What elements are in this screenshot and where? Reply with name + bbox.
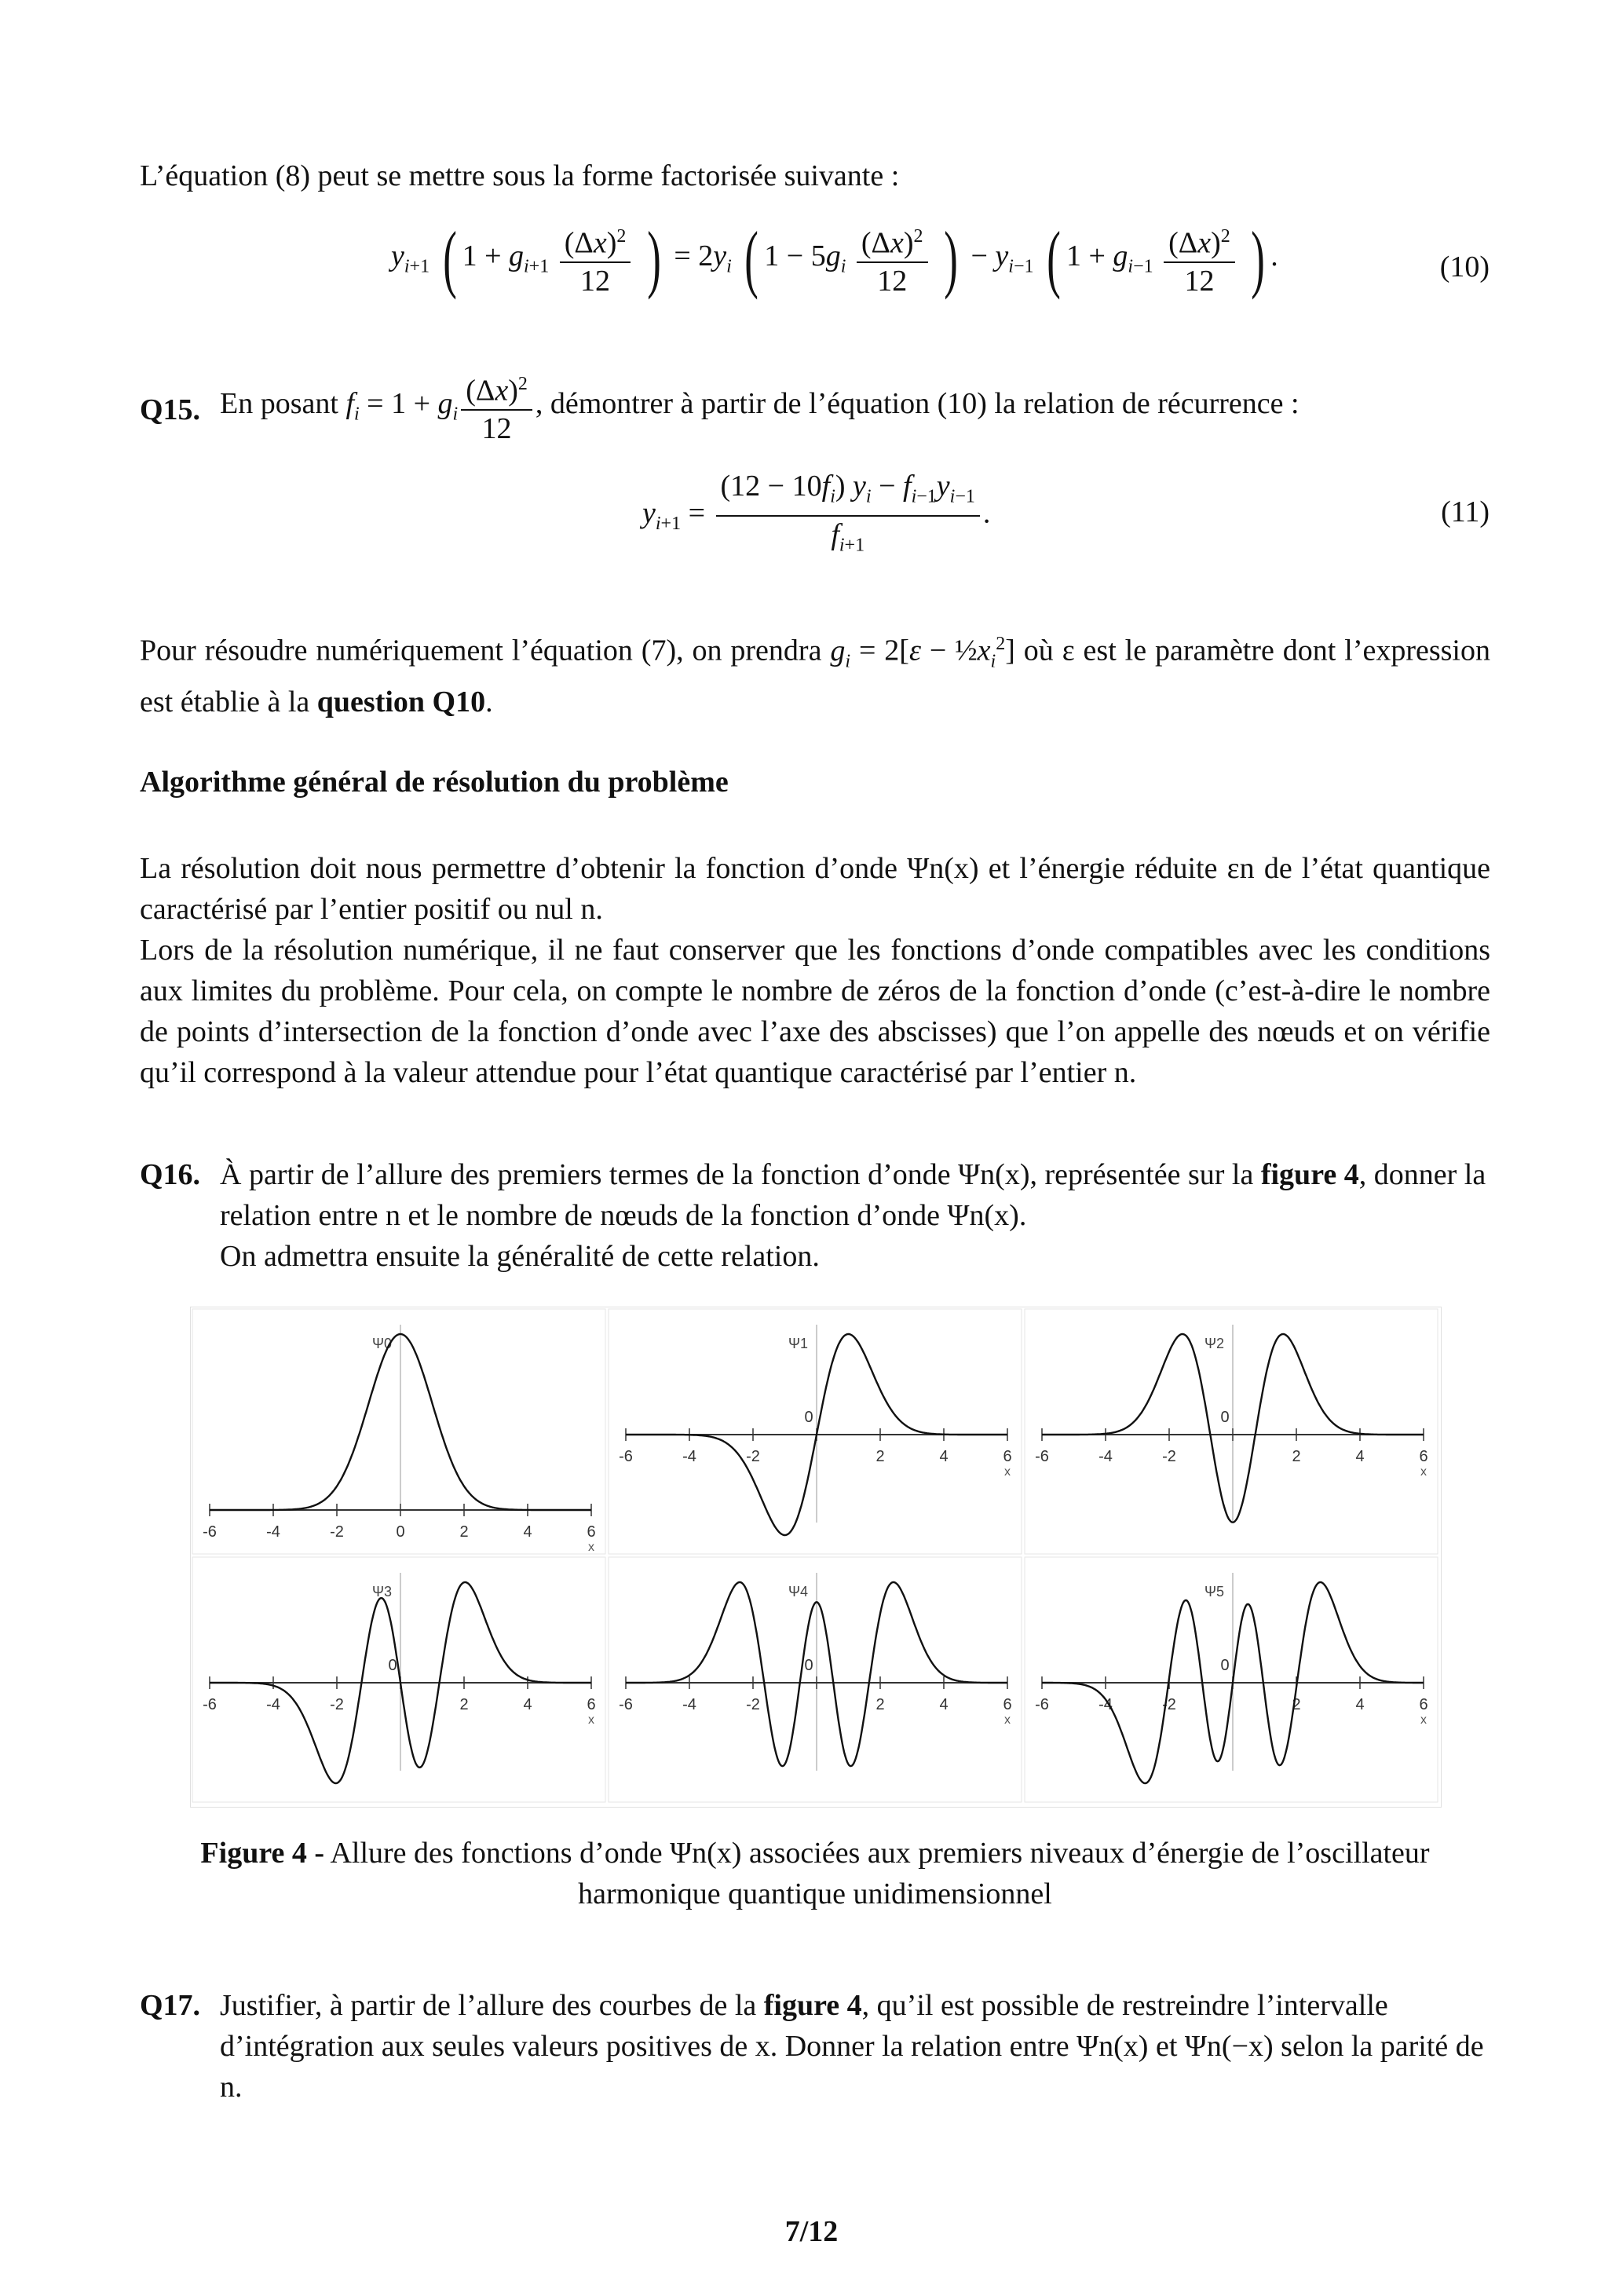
series-label-3: Ψ3 bbox=[372, 1584, 393, 1600]
tick-label-0-5: 4 bbox=[523, 1523, 532, 1541]
tick-label-2-2: -2 bbox=[1162, 1448, 1176, 1465]
q17-text-b: , qu’il est possible de restreindre l’intervalle d’intégration aux seules valeurs positives de x. Donner la relation entre Ψn(x) et Ψn(−x) selon la parité de n. bbox=[220, 1989, 1484, 2104]
tick-label-0-0: -6 bbox=[203, 1523, 217, 1541]
x-label-2: x bbox=[1420, 1465, 1427, 1479]
x-label-3: x bbox=[588, 1713, 594, 1727]
tick-label-4-1: -4 bbox=[682, 1696, 696, 1713]
gi-bold: question Q10 bbox=[316, 686, 486, 719]
tick-label-3-0: -6 bbox=[203, 1696, 217, 1713]
caption-text: Allure des fonctions d’onde Ψn(x) associées aux premiers niveaux d’énergie de l’oscillateur harmonique quantique unidimensionnel bbox=[330, 1837, 1430, 1910]
tick-label-0-4: 2 bbox=[459, 1523, 469, 1541]
x-label-4: x bbox=[1004, 1713, 1011, 1727]
tick-label-5-6: 6 bbox=[1419, 1696, 1428, 1713]
tick-label-4-3: 0 bbox=[804, 1657, 813, 1674]
para1: La résolution doit nous permettre d’obtenir la fonction d’onde Ψn(x) et l’énergie réduite εn de l’état quantique caractérisé par l’entier positif ou nul n. bbox=[140, 852, 1490, 926]
equation-11: $y_{i+1}$ = $\frac{(12 - 10f_i) y_i - f_{i-1}y_{i-1}}{f_{i+1}}$ . bbox=[642, 470, 991, 556]
figure-4 bbox=[190, 1307, 1442, 1808]
q16-label: Q16. bbox=[140, 1158, 201, 1191]
tick-label-0-3: 0 bbox=[396, 1523, 405, 1541]
tick-label-2-1: -4 bbox=[1098, 1448, 1113, 1465]
equation-11-number: (11) bbox=[1441, 495, 1490, 528]
tick-label-3-5: 4 bbox=[523, 1696, 532, 1713]
figure-caption bbox=[140, 1833, 1490, 1914]
tick-label-1-6: 6 bbox=[1003, 1448, 1012, 1465]
tick-label-2-6: 6 bbox=[1419, 1448, 1428, 1465]
tick-label-1-4: 2 bbox=[875, 1448, 885, 1465]
x-label-0: x bbox=[588, 1541, 594, 1554]
panel-frame-0 bbox=[192, 1309, 605, 1554]
gi-text-a: Pour résoudre numériquement l’équation (7), on prendra bbox=[140, 634, 822, 667]
series-label-4: Ψ4 bbox=[788, 1584, 809, 1600]
q16-line3: On admettra ensuite la généralité de cette relation. bbox=[220, 1240, 820, 1273]
tick-label-2-0: -6 bbox=[1035, 1448, 1049, 1465]
tick-label-5-1: -4 bbox=[1098, 1696, 1113, 1713]
tick-label-5-0: -6 bbox=[1035, 1696, 1049, 1713]
tick-label-2-5: 4 bbox=[1355, 1448, 1365, 1465]
q17-text-a: Justifier, à partir de l’allure des courbes de la bbox=[220, 1989, 757, 2022]
q16-text bbox=[220, 1154, 1492, 1277]
panel-frame-1 bbox=[609, 1309, 1022, 1554]
q17-bold: figure 4 bbox=[763, 1989, 862, 2022]
tick-label-4-4: 2 bbox=[875, 1696, 885, 1713]
gi-end: . bbox=[485, 686, 493, 719]
q17-text bbox=[220, 1985, 1492, 2108]
q16-bold: figure 4 bbox=[1260, 1158, 1359, 1191]
panel-frame-4 bbox=[609, 1557, 1022, 1802]
tick-label-4-0: -6 bbox=[619, 1696, 633, 1713]
page-number: 7/12 bbox=[784, 2215, 839, 2248]
tick-label-0-1: -4 bbox=[266, 1523, 280, 1541]
para2: Lors de la résolution numérique, il ne faut conserver que les fonctions d’onde compatibles avec les conditions aux limites du problème. Pour cela, on compte le nombre de zéros de la fonction d’onde (c’est-à-dire le nombre de points d’intersection de la fonction d’onde avec l’axe des abscisses) que l’on appelle des nœuds et on vérifie qu’il correspond à la valeur attendue pour l’état quantique caractérisé par l’entier n. bbox=[140, 934, 1490, 1089]
q16-text-a: À partir de l’allure des premiers termes de la fonction d’onde Ψn(x), représentée sur la bbox=[220, 1158, 1254, 1191]
tick-label-3-6: 6 bbox=[587, 1696, 596, 1713]
tick-label-2-4: 2 bbox=[1292, 1448, 1301, 1465]
series-label-1: Ψ1 bbox=[788, 1336, 809, 1351]
x-label-5: x bbox=[1420, 1713, 1427, 1727]
q15-text-b: , démontrer à partir de l’équation (10) la relation de récurrence : bbox=[535, 387, 1299, 421]
tick-label-5-2: -2 bbox=[1162, 1696, 1176, 1713]
x-label-1: x bbox=[1004, 1465, 1011, 1479]
tick-label-1-3: 0 bbox=[804, 1409, 813, 1426]
series-label-5: Ψ5 bbox=[1204, 1584, 1225, 1600]
tick-label-0-6: 6 bbox=[587, 1523, 596, 1541]
figure-4-svg bbox=[191, 1307, 1441, 1807]
tick-label-4-5: 4 bbox=[939, 1696, 949, 1713]
tick-label-5-3: 0 bbox=[1220, 1657, 1230, 1674]
tick-label-3-4: 2 bbox=[459, 1696, 469, 1713]
tick-label-3-2: -2 bbox=[330, 1696, 344, 1713]
panel-frame-2 bbox=[1025, 1309, 1438, 1554]
q16-text-b: , donner la relation entre n et le nombre de nœuds de la fonction d’onde Ψn(x). bbox=[220, 1158, 1486, 1232]
gi-text-b: où ε est le paramètre dont l’expression est établie à la bbox=[140, 634, 1490, 719]
q15-label: Q15. bbox=[140, 393, 201, 426]
q17-label: Q17. bbox=[140, 1989, 201, 2022]
intro-text: L’équation (8) peut se mettre sous la forme factorisée suivante : bbox=[140, 159, 900, 192]
tick-label-2-3: 0 bbox=[1220, 1409, 1230, 1426]
equation-10-number: (10) bbox=[1439, 250, 1490, 283]
equation-10: $y_{i+1}$ ( $1 + g_{i+1}$ $\frac{(\Delta x)^2}{12}$ ) = $2y_i$ ( $1 - 5g_i$ $\frac{(\Delta x)^2}{12}$ ) − $y_{i-1}$ ( $1 + g_{i-1}$ $\frac{(\Delta x)^2}{12}$ ) . bbox=[391, 216, 1278, 301]
tick-label-4-2: -2 bbox=[746, 1696, 760, 1713]
tick-label-5-4: 2 bbox=[1292, 1696, 1301, 1713]
caption-bold: Figure 4 - bbox=[200, 1837, 325, 1870]
q15-text-a: En posant bbox=[220, 387, 338, 421]
tick-label-1-1: -4 bbox=[682, 1448, 696, 1465]
tick-label-5-5: 4 bbox=[1355, 1696, 1365, 1713]
tick-label-1-2: -2 bbox=[746, 1448, 760, 1465]
tick-label-3-3: 0 bbox=[388, 1657, 397, 1674]
tick-label-1-5: 4 bbox=[939, 1448, 949, 1465]
tick-label-1-0: -6 bbox=[619, 1448, 633, 1465]
panel-frame-3 bbox=[192, 1557, 605, 1802]
section-title: Algorithme général de résolution du problème bbox=[140, 766, 729, 799]
tick-label-3-1: -4 bbox=[266, 1696, 280, 1713]
series-label-0: Ψ0 bbox=[372, 1336, 393, 1351]
q15-text: En posant $f_i = 1 + g_i$ $\frac{(\Delta x)^2}{12}$ , démontrer à partir de l’équation (10) la relation de récurrence : bbox=[220, 366, 1299, 447]
series-label-2: Ψ2 bbox=[1204, 1336, 1225, 1351]
tick-label-0-2: -2 bbox=[330, 1523, 344, 1541]
tick-label-4-6: 6 bbox=[1003, 1696, 1012, 1713]
gi-paragraph: Pour résoudre numériquement l’équation (7), on prendra $g_i = 2[\varepsilon$ − $\frac{1}{2}x_i^2$] où ε est le paramètre dont l’expression est établie à la question Q10. bbox=[140, 634, 1490, 719]
